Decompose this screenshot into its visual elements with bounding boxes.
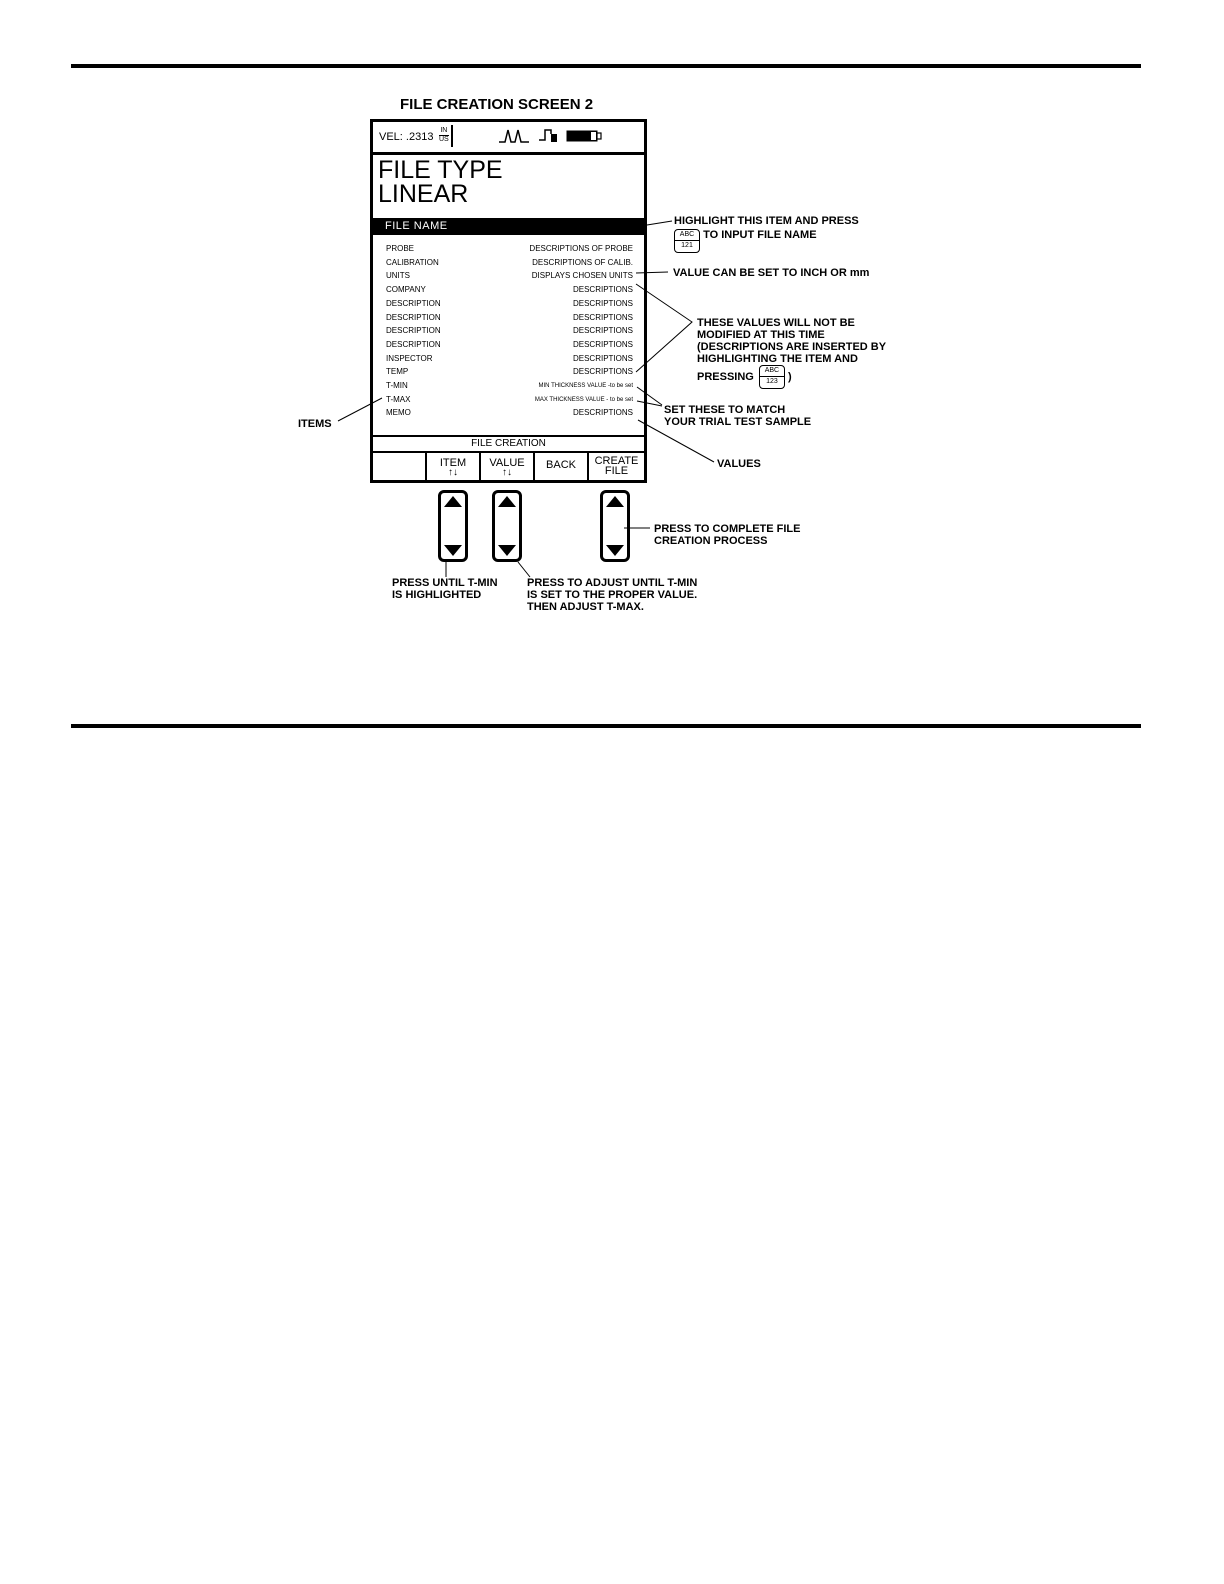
item-value: MIN THICKNESS VALUE -to be set <box>538 383 633 389</box>
item-label: TEMP <box>386 367 409 377</box>
up-down-arrows-icon: ↑↓ <box>448 467 458 478</box>
callout-highlight-line2: TO INPUT FILE NAME <box>703 229 817 241</box>
softkey-value-label: VALUE <box>489 457 525 469</box>
item-label: INSPECTOR <box>386 353 433 363</box>
item-label: DESCRIPTION <box>386 298 441 308</box>
file-type-label: FILE TYPE <box>378 156 503 184</box>
leader-units <box>636 272 668 273</box>
callout-close-paren: ) <box>787 370 792 383</box>
callout-not-modified <box>697 317 886 389</box>
item-value: DESCRIPTIONS <box>572 312 633 322</box>
softkey-item-label: ITEM <box>439 457 467 469</box>
callout-adjust <box>527 577 697 613</box>
leader-items <box>338 398 382 421</box>
item-label: UNITS <box>386 271 410 281</box>
key-bottom-label: 121 <box>675 240 699 251</box>
callout-not-modified-line3: (DESCRIPTIONS ARE INSERTED BY <box>697 341 887 353</box>
callout-units: VALUE CAN BE SET TO INCH OR mm <box>673 267 870 279</box>
callout-complete-line2: CREATION PROCESS <box>654 535 768 547</box>
item-value: DESCRIPTIONS <box>572 298 633 308</box>
leader-file-name <box>647 221 672 225</box>
abc-123-key-icon <box>759 365 785 389</box>
figure-title: FILE CREATION SCREEN 2 <box>400 96 594 113</box>
callout-highlight-line1: HIGHLIGHT THIS ITEM AND PRESS <box>674 215 859 227</box>
key-top-label: ABC <box>764 367 780 374</box>
callout-adjust-line2: IS SET TO THE PROPER VALUE. <box>527 589 698 601</box>
callout-set-match-line2: YOUR TRIAL TEST SAMPLE <box>664 416 812 428</box>
item-value: DESCRIPTIONS <box>572 339 633 349</box>
menu-title: FILE CREATION <box>373 435 644 453</box>
item-value: DESCRIPTIONS OF PROBE <box>529 244 633 253</box>
callout-press-until-line1: PRESS UNTIL T-MIN <box>392 577 498 589</box>
item-value: DESCRIPTIONS <box>572 285 633 295</box>
item-value: DISPLAYS CHOSEN UNITS <box>531 271 633 281</box>
item-value: DESCRIPTIONS OF CALIB. <box>532 257 633 267</box>
callout-set-match <box>664 404 811 428</box>
velocity-readout: VEL: .2313 <box>379 131 434 143</box>
file-type-value: LINEAR <box>378 180 469 208</box>
item-label: T-MAX <box>386 394 411 404</box>
leader-descriptions <box>636 284 692 372</box>
unit-bottom: US <box>439 136 449 143</box>
highlighted-item-file-name[interactable]: FILE NAME <box>373 218 644 235</box>
item-label: CALIBRATION <box>386 257 439 267</box>
item-value: DESCRIPTIONS <box>572 408 633 418</box>
softkey-file-label: FILE <box>604 465 629 477</box>
key-bottom-label: 123 <box>760 376 784 387</box>
callout-complete <box>654 523 800 547</box>
abc-123-key-icon <box>674 229 700 253</box>
up-down-arrows-icon: ↑↓ <box>502 467 512 478</box>
leader-value-button <box>518 562 530 577</box>
item-label: DESCRIPTION <box>386 312 441 322</box>
item-label: DESCRIPTION <box>386 339 441 349</box>
softkey-create-label: CREATE <box>594 455 639 467</box>
leader-tmin <box>637 387 662 405</box>
item-value: DESCRIPTIONS <box>572 367 633 377</box>
callout-highlight-file-name <box>674 215 859 253</box>
callout-press-until-line2: IS HIGHLIGHTED <box>392 589 482 601</box>
callout-values: VALUES <box>717 458 761 470</box>
key-top-label: ABC <box>679 231 695 238</box>
softkey-back-label: BACK <box>546 459 576 471</box>
callout-press-until <box>392 577 498 601</box>
item-label: COMPANY <box>386 285 426 295</box>
item-value: DESCRIPTIONS <box>572 326 633 336</box>
unit-top: IN <box>440 127 448 134</box>
callout-adjust-line1: PRESS TO ADJUST UNTIL T-MIN <box>527 577 698 589</box>
callout-not-modified-line4: HIGHLIGHTING THE ITEM AND <box>697 353 858 365</box>
item-label: DESCRIPTION <box>386 326 441 336</box>
item-value: DESCRIPTIONS <box>572 353 633 363</box>
callout-not-modified-line5: PRESSING <box>697 370 754 383</box>
item-value: MAX THICKNESS VALUE - to be set <box>534 396 633 403</box>
item-label: MEMO <box>386 408 411 418</box>
item-label: PROBE <box>386 244 415 253</box>
callout-complete-line1: PRESS TO COMPLETE FILE <box>654 523 801 535</box>
callout-set-match-line1: SET THESE TO MATCH <box>664 404 786 416</box>
callout-not-modified-line1: THESE VALUES WILL NOT BE <box>697 317 855 329</box>
item-label: T-MIN <box>386 381 408 390</box>
callout-items: ITEMS <box>298 418 332 430</box>
callout-adjust-line3: THEN ADJUST T-MAX. <box>527 601 644 613</box>
callout-not-modified-line2: MODIFIED AT THIS TIME <box>697 329 825 341</box>
